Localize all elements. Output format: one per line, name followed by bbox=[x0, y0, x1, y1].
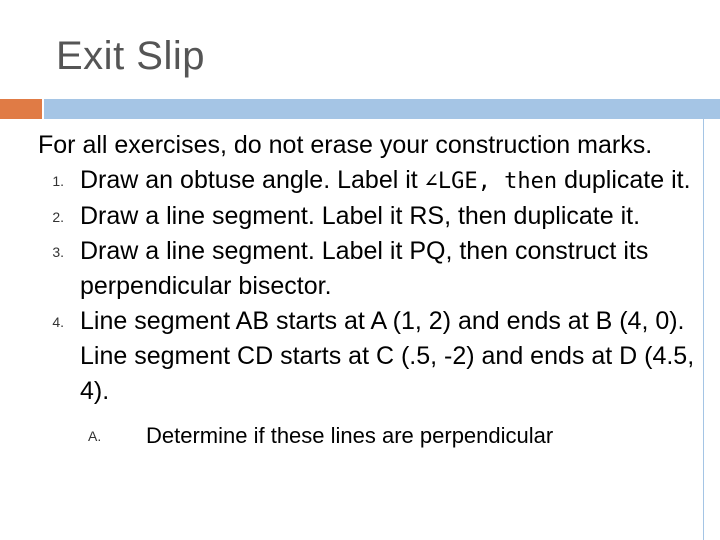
angle-label: ∠LGE, then bbox=[424, 169, 558, 194]
sub-list-letter: A. bbox=[88, 428, 102, 444]
slide-body bbox=[38, 128, 698, 451]
list-number: 4. bbox=[52, 314, 64, 330]
item-text: Draw an obtuse angle. Label it bbox=[80, 166, 425, 194]
list-item bbox=[38, 163, 698, 199]
exercise-list bbox=[38, 163, 698, 451]
right-rule bbox=[703, 119, 704, 540]
sub-list-item bbox=[80, 421, 698, 451]
item-text: Line segment AB starts at A (1, 2) and ends at B (4, 0). Line segment CD starts at C (.5, -2) and ends at D (4.5, 4). bbox=[80, 307, 695, 405]
item-text-continued: duplicate it. bbox=[557, 166, 691, 194]
list-item bbox=[38, 304, 698, 451]
list-item bbox=[38, 199, 698, 234]
list-item bbox=[38, 234, 698, 304]
accent-bar bbox=[0, 99, 42, 119]
item-text: Draw a line segment. Label it RS, then duplicate it. bbox=[80, 202, 641, 230]
list-number: 1. bbox=[52, 173, 64, 189]
item-text: Draw a line segment. Label it PQ, then construct its perpendicular bisector. bbox=[80, 237, 649, 300]
slide-title: Exit Slip bbox=[56, 34, 205, 78]
intro-text: For all exercises, do not erase your construction marks. bbox=[38, 131, 653, 159]
header-rule bbox=[44, 99, 720, 119]
list-number: 3. bbox=[52, 244, 64, 260]
list-number: 2. bbox=[52, 209, 64, 225]
sub-item-text: Determine if these lines are perpendicular bbox=[146, 423, 554, 448]
